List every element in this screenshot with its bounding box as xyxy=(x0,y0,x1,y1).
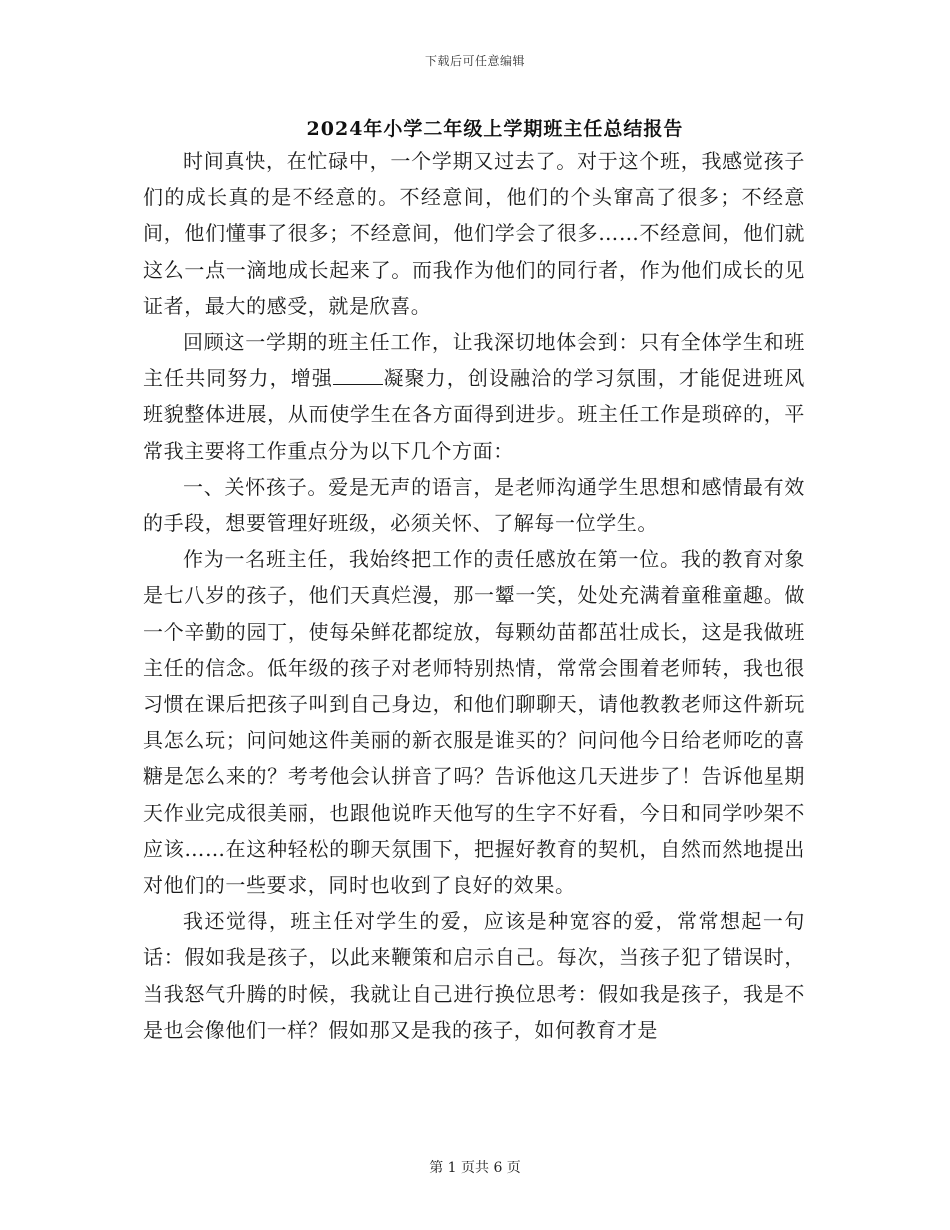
paragraph-review xyxy=(143,324,805,469)
page-number-footer: 第 1 页共 6 页 xyxy=(429,1160,521,1176)
document-title: 2024年小学二年级上学期班主任总结报告 xyxy=(306,118,684,140)
paragraph-tolerance: 我还觉得，班主任对学生的爱，应该是种宽容的爱，常常想起一句话：假如我是孩子，以此来鞭策和启示自己。每次，当孩子犯了错误时，当我怒气升腾的时候，我就让自己进行换位思考：假如我是孩子，我是不是也会像他们一样？假如那又是我的孩子，如何教育才是 xyxy=(143,909,805,1042)
paragraph-review-part-1: 回顾这一学期的班主任工作，让我深切地体会到：只有全体学生和班主任共同努力，增强 xyxy=(143,330,805,391)
paragraph-care-children: 一、关怀孩子。爱是无声的语言，是老师沟通学生思想和感情最有效的手段，想要管理好班级，必须关怀、了解每一位学生。 xyxy=(143,474,805,536)
fill-in-blank xyxy=(333,366,383,385)
document-body xyxy=(143,143,805,1048)
paragraph-responsibility: 作为一名班主任，我始终把工作的责任感放在第一位。我的教育对象是七八岁的孩子，他们天真烂漫，那一颦一笑，处处充满着童稚童趣。做一个辛勤的园丁，使每朵鲜花都绽放，每颗幼苗都茁壮成长，这是我做班主任的信念。低年级的孩子对老师特别热情，常常会围着老师转，我也很习惯在课后把孩子叫到自己身边，和他们聊聊天，请他教教老师这件新玩具怎么玩；问问她这件美丽的新衣服是谁买的？问问他今日给老师吃的喜糖是怎么来的？考考他会认拼音了吗？告诉他这几天进步了！告诉他星期天作业完成很美丽，也跟他说昨天他写的生字不好看，今日和同学吵架不应该……在这种轻松的聊天氛围下，把握好教育的契机，自然而然地提出对他们的一些要求，同时也收到了良好的效果。 xyxy=(143,547,805,898)
download-edit-note: 下载后可任意编辑 xyxy=(424,54,525,68)
paragraph-review-part-2: 凝聚力，创设融洽的学习氛围，才能促进班风班貌整体进展，从而使学生在各方面得到进步。班主任工作是琐碎的，平常我主要将工作重点分为以下几个方面： xyxy=(143,366,806,463)
paragraph-intro: 时间真快，在忙碌中，一个学期又过去了。对于这个班，我感觉孩子们的成长真的是不经意的。不经意间，他们的个头窜高了很多；不经意间，他们懂事了很多；不经意间，他们学会了很多……不经意间，他们就这么一点一滴地成长起来了。而我作为他们的同行者，作为他们成长的见证者，最大的感受，就是欣喜。 xyxy=(143,149,805,318)
